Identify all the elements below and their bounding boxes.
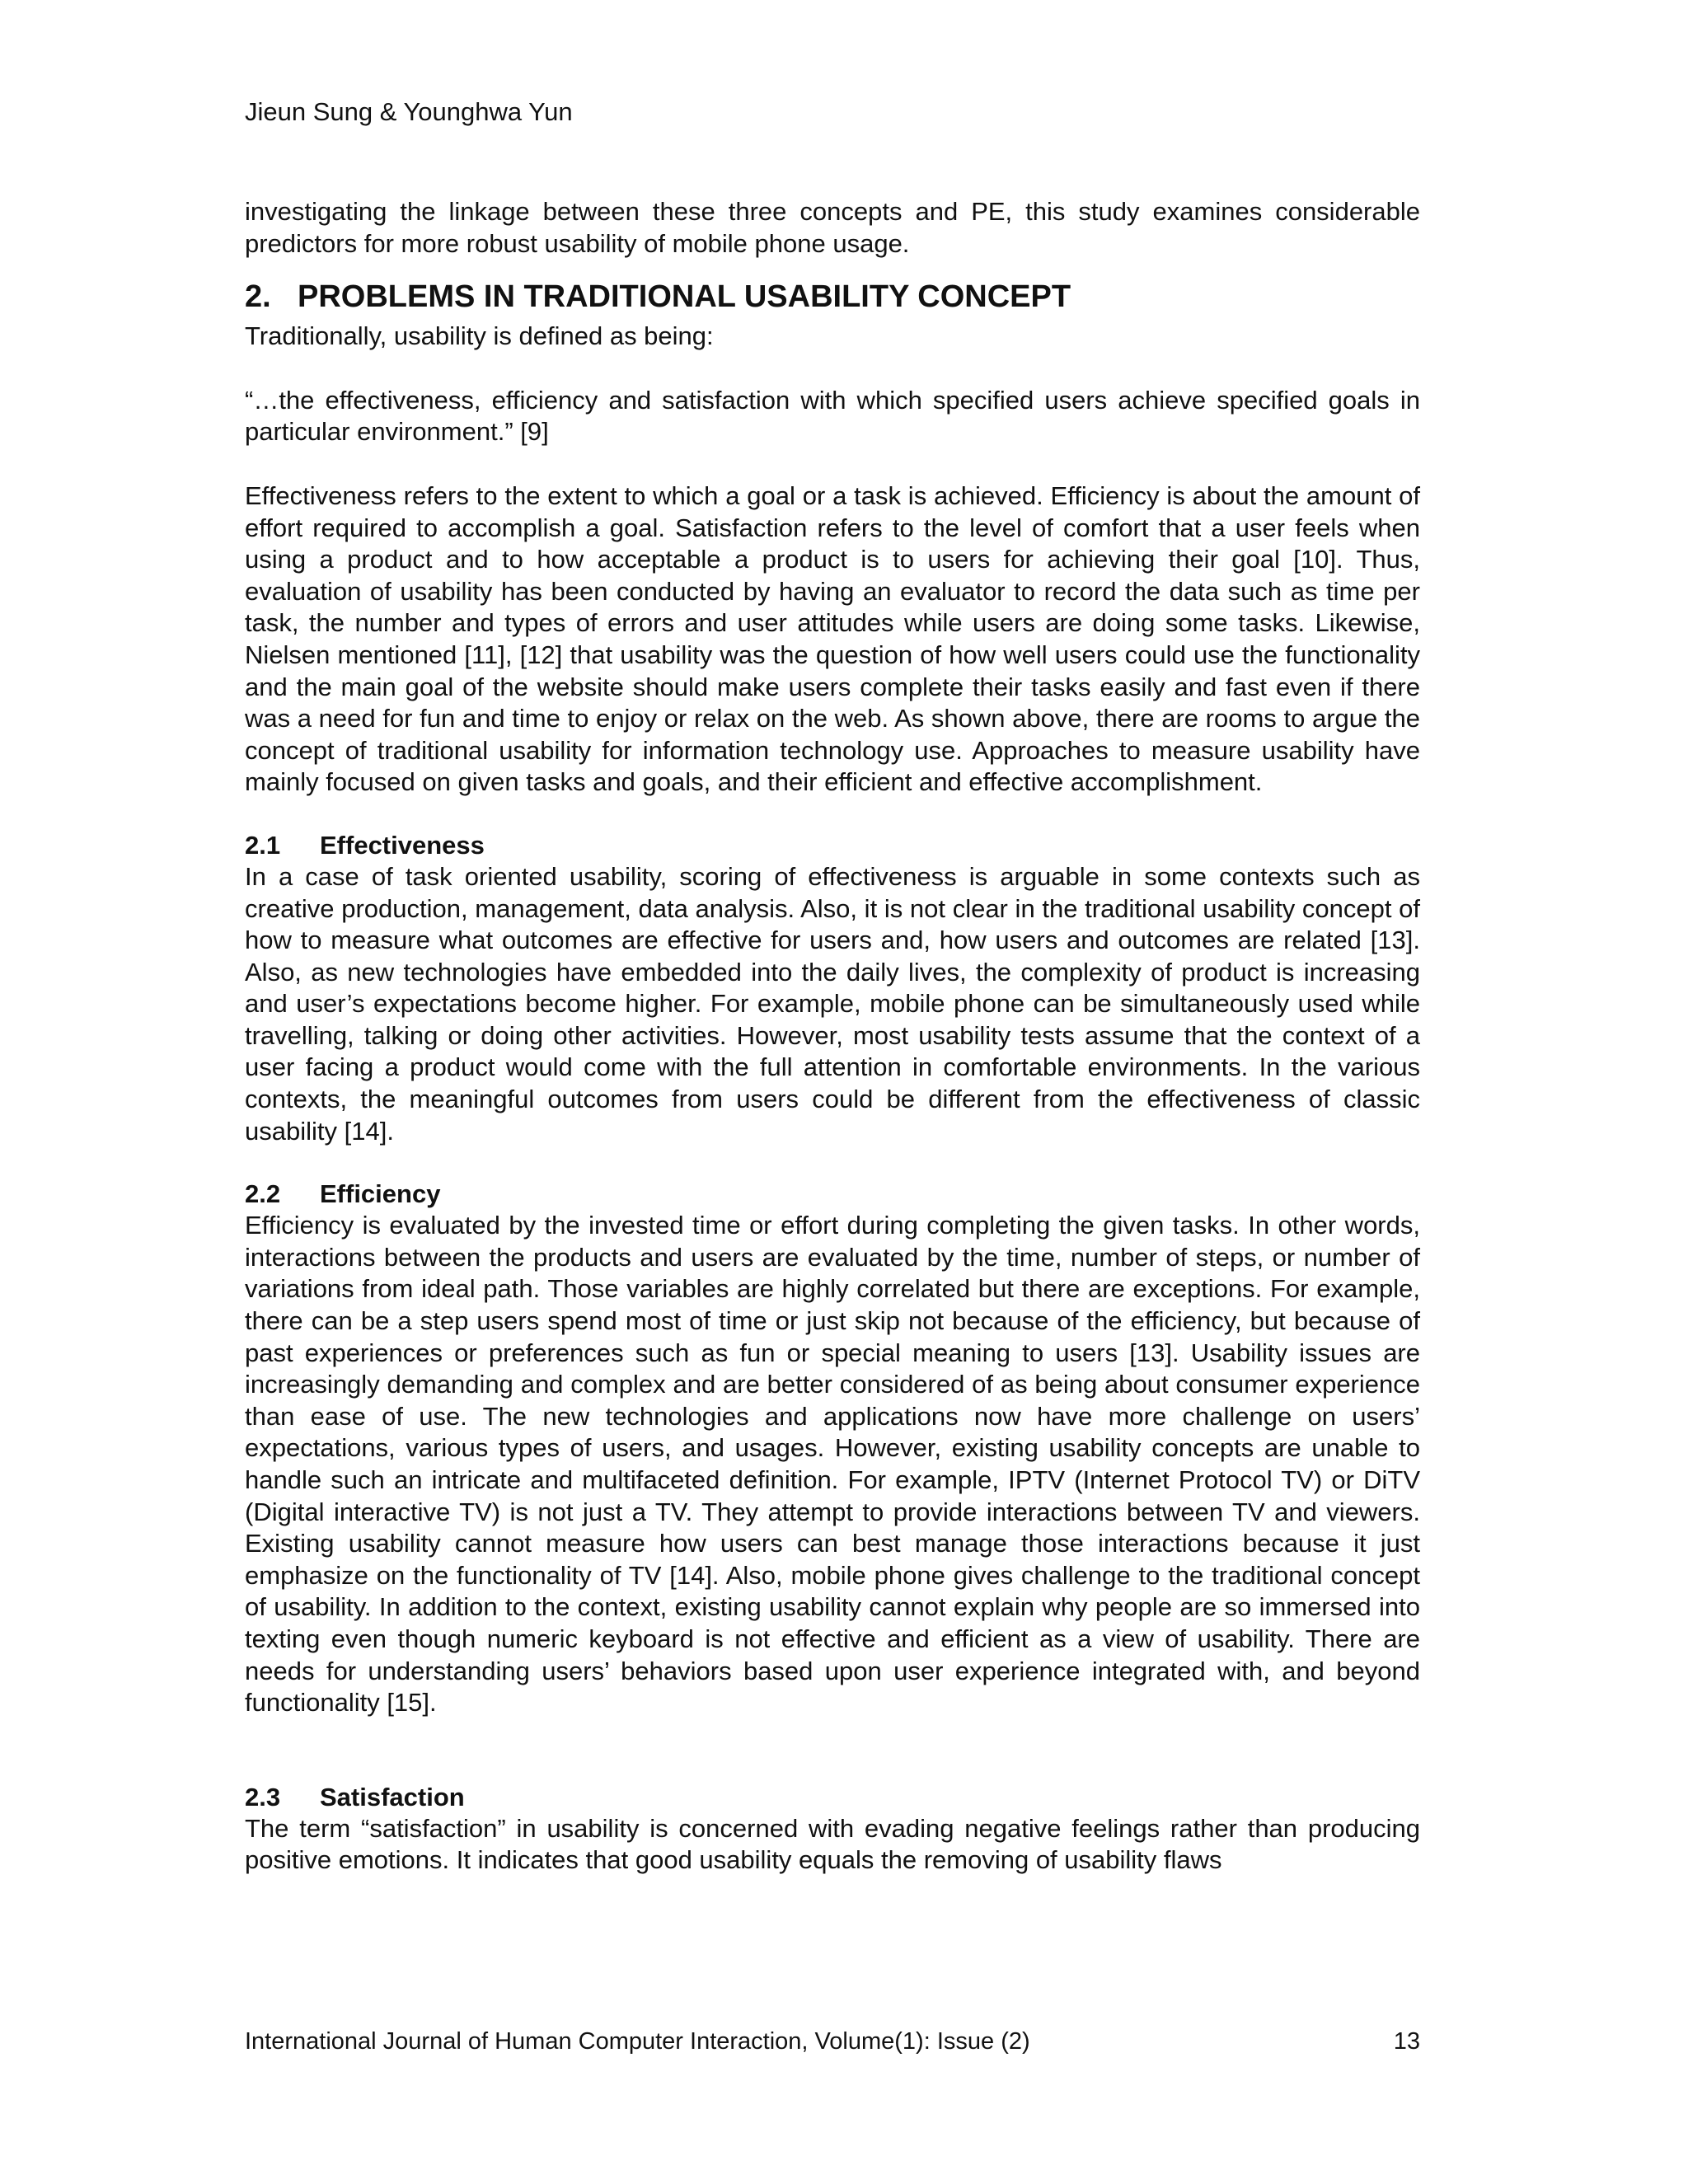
section-2-1-heading [245,830,1420,861]
section-2-paragraph: Effectiveness refers to the extent to which a goal or a task is achieved. Efficiency is about the amount of effort required to accomplish a goal. Satisfaction refers to the level of comfort that a user feels when using a product and to how acceptable a product is to users for achieving their goal [10]. Thus, evaluation of usability has been conducted by having an evaluator to record the data such as time per task, the number and types of errors and user attitudes while users are doing some tasks. Likewise, Nielsen mentioned [11], [12] that usability was the question of how well users could use the functionality and the main goal of the website should make users complete their tasks easily and fast even if there was a need for fun and time to enjoy or relax on the web. As shown above, there are rooms to argue the concept of traditional usability for information technology use. Approaches to measure usability have mainly focused on given tasks and goals, and their efficient and effective accomplishment. [245,480,1420,797]
section-2-1-title: Effectiveness [320,830,485,860]
section-2-1-paragraph: In a case of task oriented usability, scoring of effectiveness is arguable in some contexts such as creative production, management, data analysis. Also, it is not clear in the traditional usability concept of how to measure what outcomes are effective for users and, how users and outcomes are related [13]. Also, as new technologies have embedded into the daily lives, the complexity of product is increasing and user’s expectations become higher. For example, mobile phone can be simultaneously used while travelling, talking or doing other activities. However, most usability tests assume that the context of a user facing a product would come with the full attention in comfortable environments. In the various contexts, the meaningful outcomes from users could be different from the effectiveness of classic usability [14]. [245,861,1420,1146]
section-2-heading [245,278,1420,316]
section-2-lead: Traditionally, usability is defined as being: [245,321,714,351]
usability-definition-quote: “…the effectiveness, efficiency and satisfaction with which specified users achieve specified goals in particular environment.” [9] [245,385,1420,447]
section-2-2-heading [245,1179,1420,1210]
footer-journal: International Journal of Human Computer Interaction, Volume(1): Issue (2) [245,2028,1030,2055]
section-2-2-paragraph: Efficiency is evaluated by the invested time or effort during completing the given tasks. In other words, interactions between the products and users are evaluated by the time, number of steps, or number of variations from ideal path. Those variables are highly correlated but there are exceptions. For example, there can be a step users spend most of time or just skip not because of the efficiency, but because of past experiences or preferences such as fun or special meaning to users [13]. Usability issues are increasingly demanding and complex and are better considered of as being about consumer experience than ease of use. The new technologies and applications now have more challenge on users’ expectations, various types of users, and usages. However, existing usability concepts are unable to handle such an intricate and multifaceted definition. For example, IPTV (Internet Protocol TV) or DiTV (Digital interactive TV) is not just a TV. They attempt to provide interactions between TV and viewers. Existing usability cannot measure how users can best manage those interactions because it just emphasize on the functionality of TV [14]. Also, mobile phone gives challenge to the traditional concept of usability. In addition to the context, existing usability cannot explain why people are so immersed into texting even though numeric keyboard is not effective and efficient as a view of usability. There are needs for understanding users’ behaviors based upon user experience integrated with, and beyond functionality [15]. [245,1211,1420,1718]
page-footer [245,2026,1420,2057]
body-text [245,196,1420,1877]
section-2-1-number: 2.1 [245,830,281,860]
running-header-authors: Jieun Sung & Younghwa Yun [245,97,573,126]
section-2-2-number: 2.2 [245,1179,281,1209]
section-2-title: PROBLEMS IN TRADITIONAL USABILITY CONCEPT [298,279,1071,315]
page-number: 13 [1393,2028,1420,2055]
section-2-3-number: 2.3 [245,1782,281,1811]
section-2-2-title: Efficiency [320,1179,441,1209]
paper-page [245,0,1420,2184]
section-2-3-paragraph: The term “satisfaction” in usability is concerned with evading negative feelings rather than producing positive emotions. It indicates that good usability equals the removing of usability flaws [245,1813,1420,1875]
section-2-3-heading [245,1782,1420,1813]
intro-continuation: investigating the linkage between these three concepts and PE, this study examines considerable predictors for more robust usability of mobile phone usage. [245,197,1420,258]
section-2-3-title: Satisfaction [320,1782,465,1811]
section-2-number: 2. [245,279,271,315]
